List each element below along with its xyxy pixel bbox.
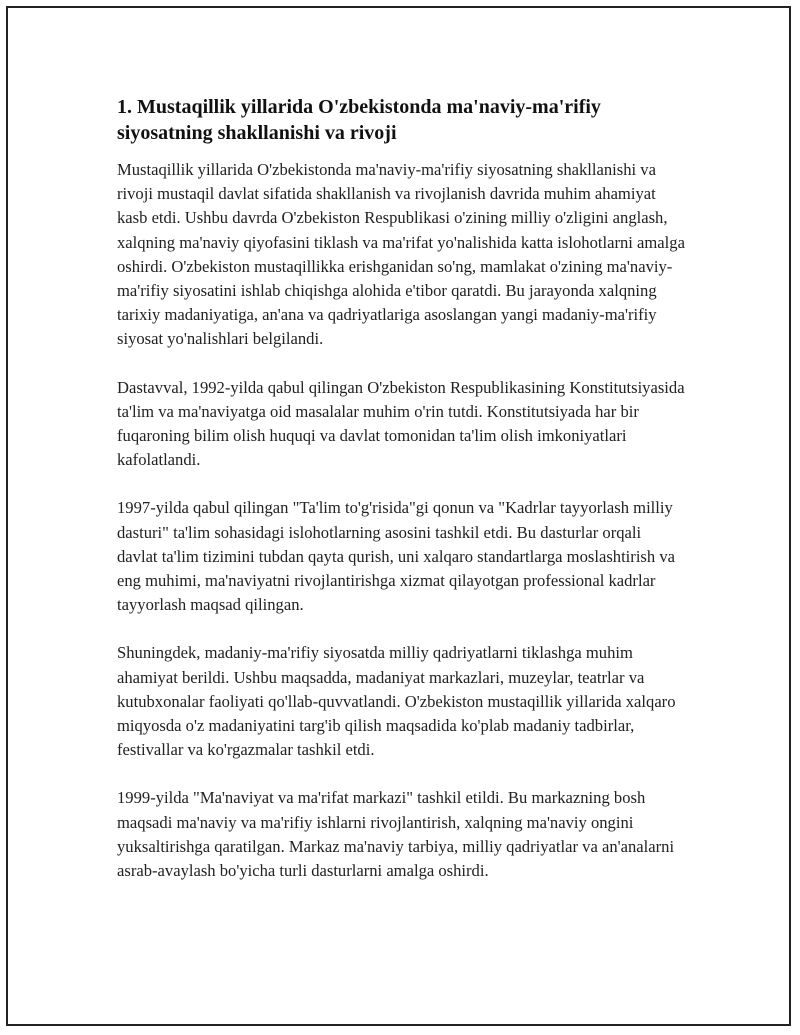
paragraph-intro: Mustaqillik yillarida O'zbekistonda ma'naviy-ma'rifiy siyosatning shakllanishi va rivoji mustaqil davlat sifatida shakllanish va rivojlanish davrida muhim ahamiyat kasb etdi. Ushbu davrda O'zbekiston Respublikasi o'zining milliy o'zligini anglash, xalqning ma'naviy qiyofasini tiklash va ma'rifat yo'nalishida katta islohotlarni amalga oshirdi. O'zbekiston mustaqillikka erishganidan so'ng, mamlakat o'zining ma'naviy-ma'rifiy siyosatini ishlab chiqishga alohida e'tibor qaratdi. Bu jarayonda xalqning tarixiy madaniyatiga, an'ana va qadriyatlariga asoslangan yangi madaniy-ma'rifiy siyosat yo'nalishlari belgilandi. xyxy=(117,160,685,349)
paragraph-national-values: Shuningdek, madaniy-ma'rifiy siyosatda milliy qadriyatlarni tiklashga muhim ahamiyat berildi. Ushbu maqsadda, madaniyat markazlari, muzeylar, teatrlar va kutubxonalar faoliyati qo'llab-quvvatlandi. O'zbekiston mustaqillik yillarida xalqaro miqyosda o'z madaniyatini targ'ib qilish maqsadida ko'plab madaniy tadbirlar, festivallar va ko'rgazmalar tashkil etdi. xyxy=(117,643,676,760)
section-heading: 1. Mustaqillik yillarida O'zbekistonda ma'naviy-ma'rifiy siyosatning shakllanishi va rivoji xyxy=(117,96,601,144)
paragraph-spirituality-center: 1999-yilda "Ma'naviyat va ma'rifat markazi" tashkil etildi. Bu markazning bosh maqsadi ma'naviy va ma'rifiy ishlarni rivojlantirish, xalqning ma'naviy ongini yuksaltirishga qaratilgan. Markaz ma'naviy tarbiya, milliy qadriyatlar va an'analarni asrab-avaylash bo'yicha turli dasturlarni amalga oshirdi. xyxy=(117,788,675,881)
paragraph-education-law: 1997-yilda qabul qilingan "Ta'lim to'g'risida"gi qonun va "Kadrlar tayyorlash milliy dasturi" ta'lim sohasidagi islohotlarning asosini tashkil etdi. Bu dasturlar orqali davlat ta'lim tizimini tubdan qayta qurish, uni xalqaro standartlarga moslashtirish va eng muhimi, ma'naviyatni rivojlantirishga xizmat qilayotgan professional kadrlar tayyorlash maqsad qilingan. xyxy=(117,498,675,615)
document-body xyxy=(117,94,685,907)
paragraph-constitution: Dastavval, 1992-yilda qabul qilingan O'zbekiston Respublikasining Konstitutsiyasida ta'lim va ma'naviyatga oid masalalar muhim o'rin tutdi. Konstitutsiyada har bir fuqaroning bilim olish huquqi va davlat tomonidan ta'lim olish imkoniyatlari kafolatlandi. xyxy=(117,377,685,470)
